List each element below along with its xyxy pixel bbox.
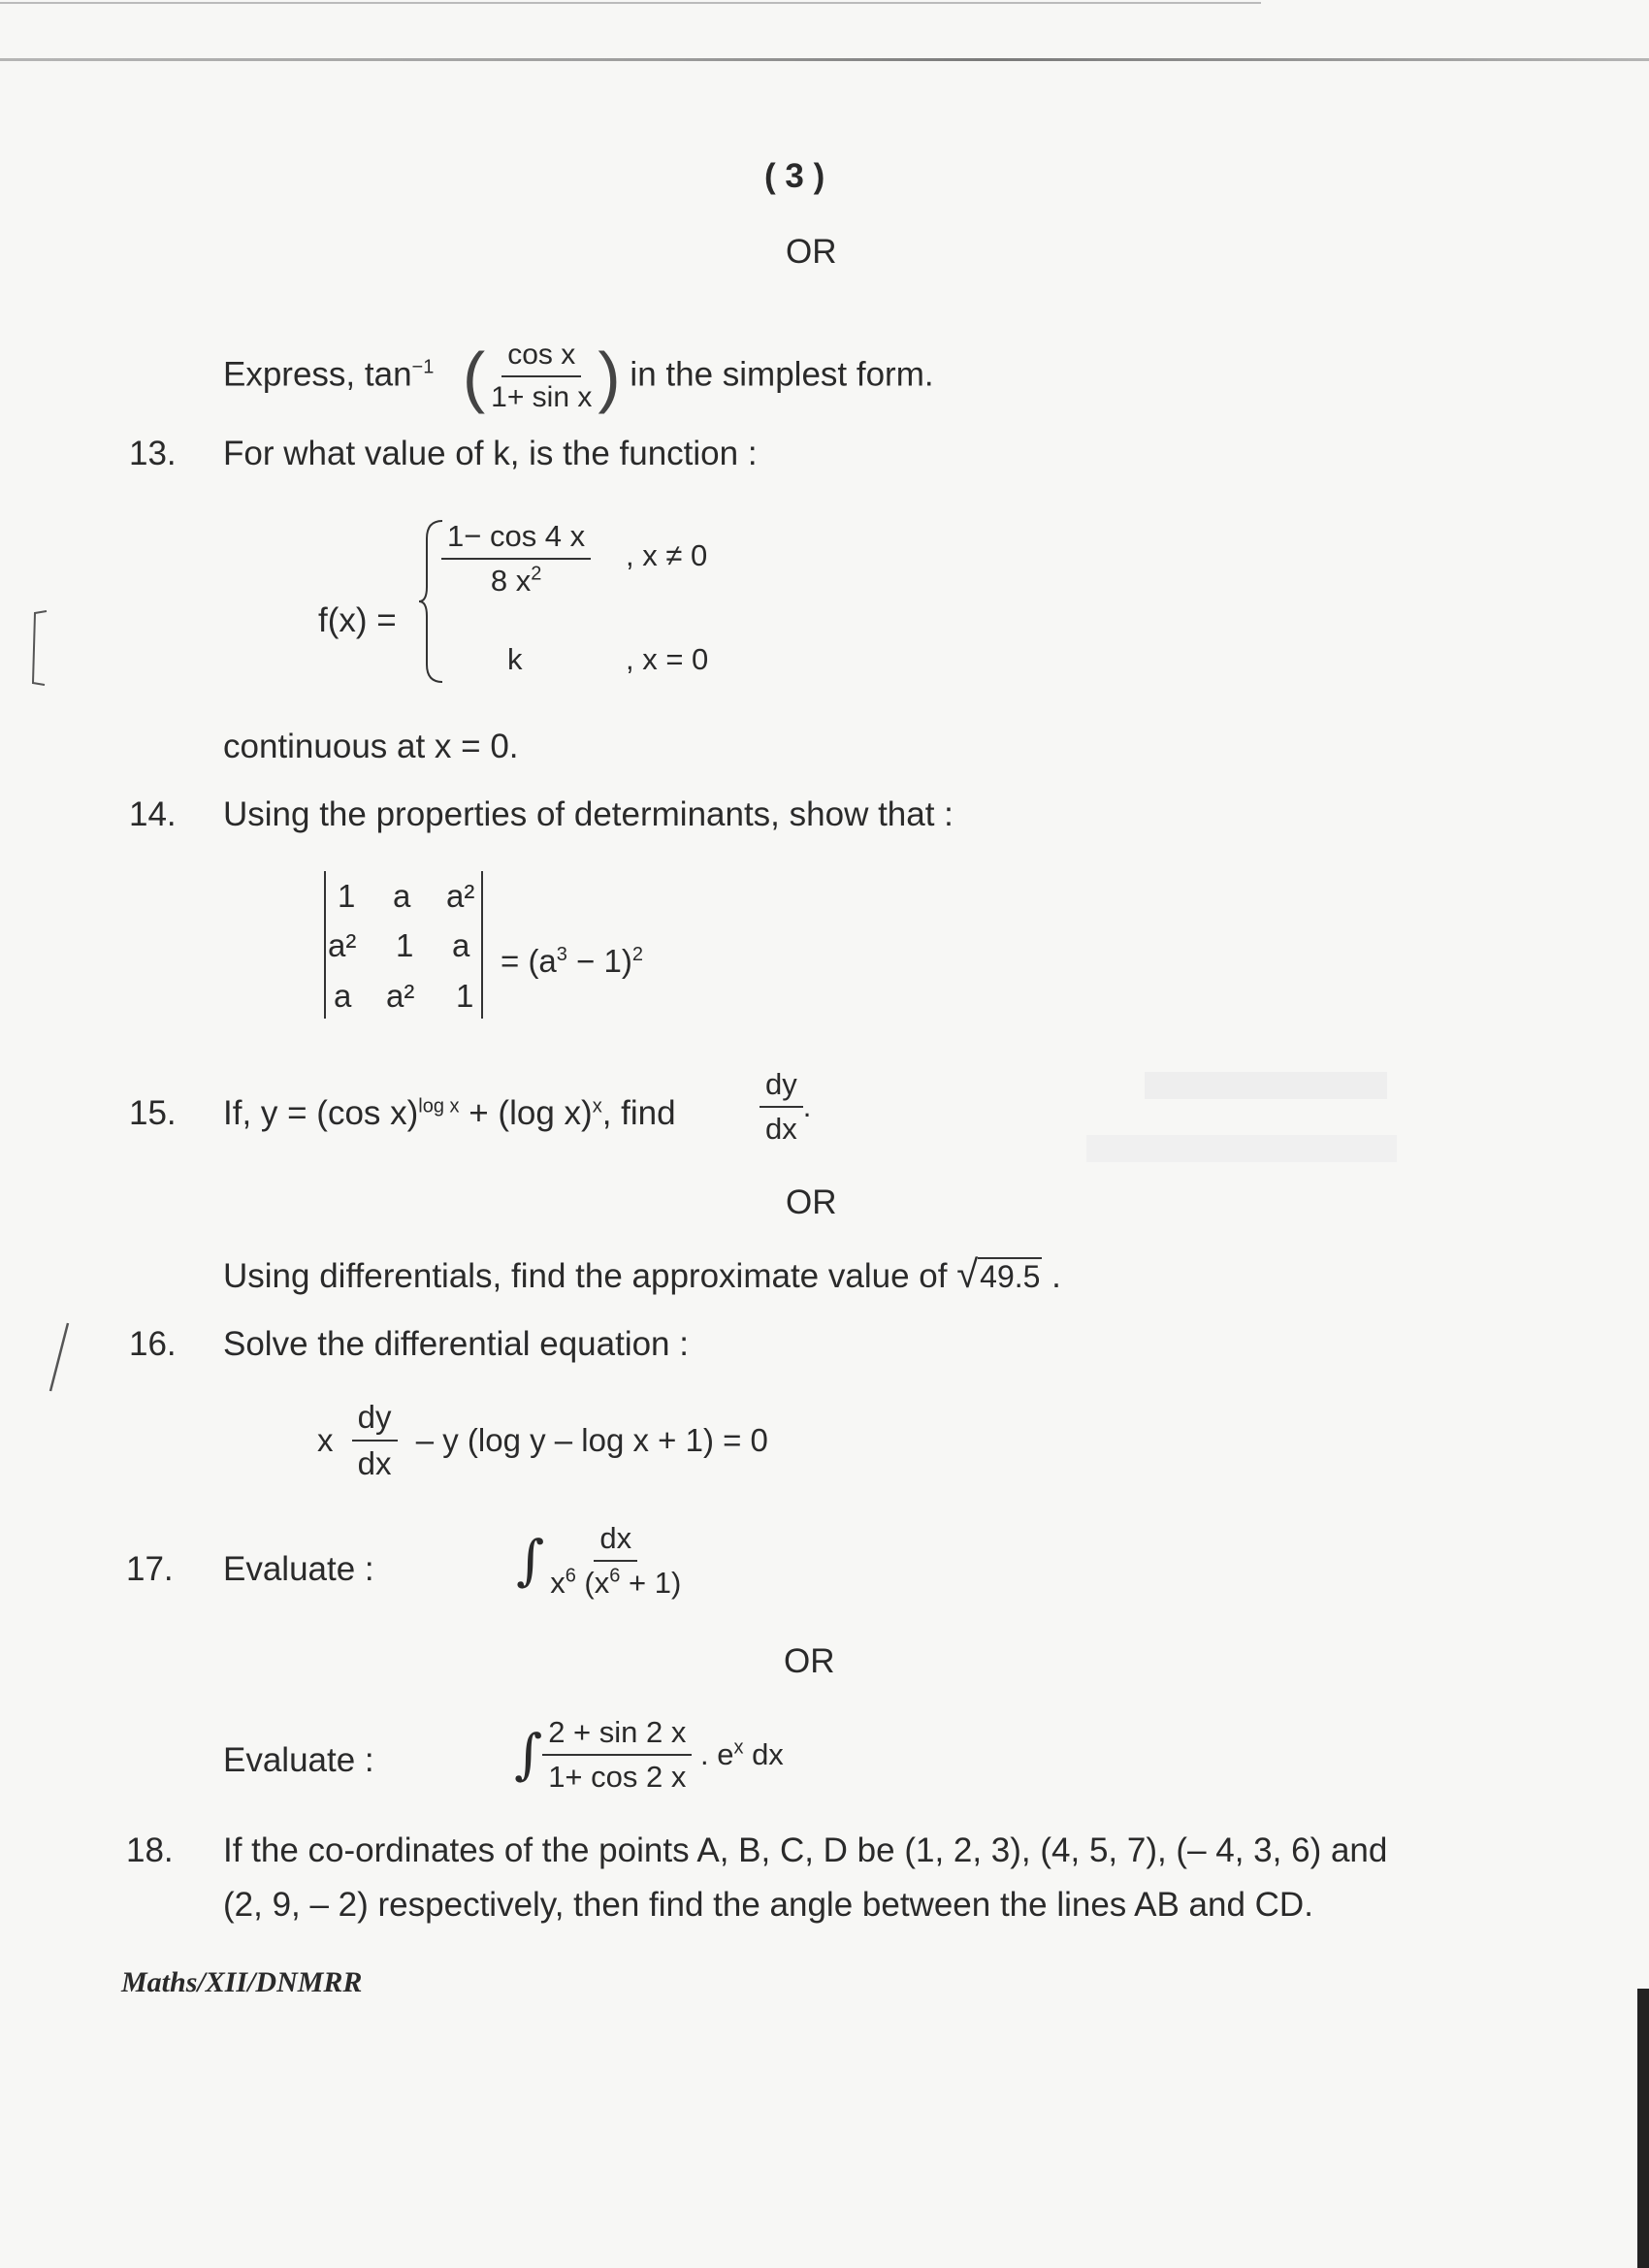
q13-fx: f(x) = xyxy=(318,601,397,639)
q18-number: 18. xyxy=(126,1831,174,1869)
or-divider: OR xyxy=(786,1183,837,1221)
q17-integral: ∫ $\frac{dx}{x^6 (x^6 + 1)}$ xyxy=(516,1521,682,1600)
scan-edge-shadow xyxy=(1637,1989,1649,2268)
q12-alt-expression: Express, $\tan^{-1}$ ( $\frac{\text{cos x}}{\text{1+ sin x}}$ ) in the simplest form. xyxy=(223,339,934,414)
q18-line2: (2, 9, – 2) respectively, then find the angle between the lines AB and CD. xyxy=(223,1886,1313,1924)
q16-equation: x $\frac{dy}{dx}$ – y (log y – log x + 1) = 0 xyxy=(317,1399,768,1481)
scan-artifact-line xyxy=(0,58,1649,61)
q14-number: 14. xyxy=(129,795,177,833)
pen-bracket-mark xyxy=(27,609,50,687)
or-divider: OR xyxy=(786,233,837,271)
q12-alt-prefix: Express, tan xyxy=(223,355,412,394)
q16-number: 16. xyxy=(129,1325,177,1363)
q17-alt-label: Evaluate : xyxy=(223,1741,374,1779)
q17-label: Evaluate : xyxy=(223,1550,374,1588)
q13-case2-value: k xyxy=(507,642,523,676)
q14-cell: a xyxy=(334,978,352,1014)
q13-case2-cond: , x = 0 xyxy=(626,642,709,676)
q12-alt-suffix: in the simplest form. xyxy=(630,355,934,394)
q14-cell: 1 xyxy=(338,878,356,914)
q14-cell: a xyxy=(452,927,470,963)
q14-cell: a xyxy=(393,878,411,914)
q13-case1-den: 8 $x^2$ xyxy=(490,563,542,598)
q15-derivative: $\frac{dy}{dx}$ . xyxy=(760,1067,811,1147)
q15-alt: Using differentials, find the approximate value of √49.5 . xyxy=(223,1253,1061,1296)
q13-text: For what value of k, is the function : xyxy=(223,435,758,472)
q15-alt-root: 49.5 xyxy=(980,1259,1041,1294)
q14-rhs: = $(a^3 - 1)^2$ xyxy=(501,943,643,979)
q15-number: 15. xyxy=(129,1094,177,1132)
q17-number: 17. xyxy=(126,1550,174,1588)
q13-case1-cond: , x ≠ 0 xyxy=(626,538,708,572)
page-number: ( 3 ) xyxy=(764,157,825,195)
q12-alt-num: cos x xyxy=(501,339,581,377)
q12-alt-fraction xyxy=(485,339,598,414)
q14-cell: 1 xyxy=(456,978,474,1014)
q14-cell: 1 xyxy=(396,927,414,963)
q13-case1-fraction xyxy=(441,519,591,599)
scan-artifact-top xyxy=(0,2,1261,4)
q13-number: 13. xyxy=(129,435,177,472)
q14-cell: a² xyxy=(446,878,475,914)
bleed-through xyxy=(1145,1072,1387,1099)
q13-tail: continuous at x = 0. xyxy=(223,728,519,765)
bleed-through xyxy=(1086,1135,1397,1162)
q13-case1-num: 1− cos 4 x xyxy=(441,519,591,560)
q14-cell: a² xyxy=(328,927,357,963)
q14-cell: a² xyxy=(386,978,415,1014)
pen-slash-mark xyxy=(45,1321,74,1395)
q17-alt-integral: ∫ $\frac{2 + \sin 2 x}{1+ \cos 2 x}$ . $e^x$ dx xyxy=(514,1715,784,1794)
q14-text: Using the properties of determinants, show that : xyxy=(223,795,954,833)
q12-alt-inverse: −1 xyxy=(411,356,435,378)
paper-code: Maths/XII/DNMRR xyxy=(121,1966,363,1998)
or-divider: OR xyxy=(784,1642,835,1680)
q12-alt-den: 1+ sin x xyxy=(491,381,593,413)
q18-line1: If the co-ordinates of the points A, B, C, D be (1, 2, 3), (4, 5, 7), (– 4, 3, 6) and xyxy=(223,1831,1388,1869)
q15-text: If, y = (cos x)$^{log x}$ + (log x)$^x$, find xyxy=(223,1094,676,1132)
q16-text: Solve the differential equation : xyxy=(223,1325,689,1363)
